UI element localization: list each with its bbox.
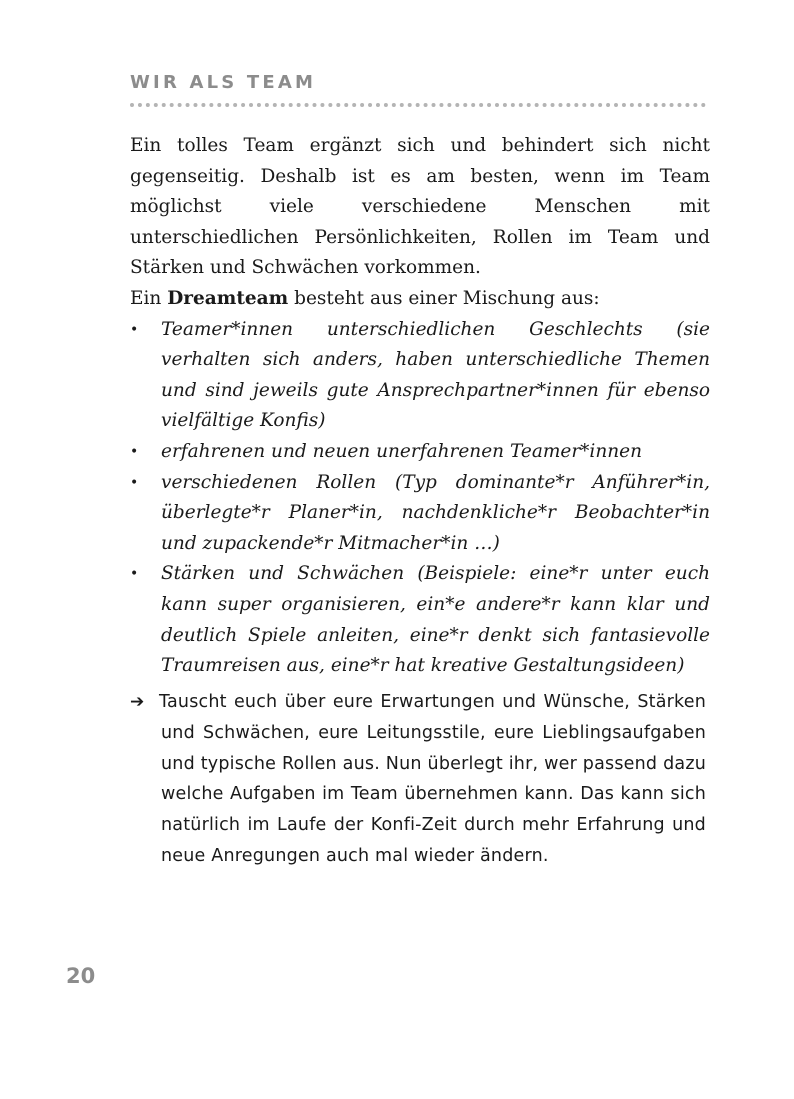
list-item-text: Teamer*innen unterschiedlichen Geschlechts (sie verhalten sich anders, haben unterschiedliche Themen und sind jeweils gute Ansprechpartner*innen für ebenso vielfältige Konfis)	[161, 318, 710, 432]
bullet-icon: •	[130, 566, 139, 583]
dreamteam-list	[130, 315, 710, 682]
intro-paragraph: Ein tolles Team ergänzt sich und behindert sich nicht gegenseitig. Deshalb ist es am besten, wenn im Team möglichst viele verschiedene Menschen mit unterschiedlichen Persönlichkeiten, Rollen im Team und Stärken und Schwächen vorkommen.	[130, 135, 710, 279]
list-item-text: erfahrenen und neuen unerfahrenen Teamer*innen	[161, 440, 643, 462]
main-text	[130, 131, 710, 682]
section-title: WIR ALS TEAM	[130, 72, 317, 93]
dreamteam-term: Dreamteam	[167, 287, 289, 309]
dreamteam-suffix: besteht aus einer Mischung aus:	[288, 287, 600, 309]
dreamteam-intro	[130, 284, 710, 315]
list-item	[130, 315, 710, 437]
tip-text: Tauscht euch über eure Erwartungen und Wünsche, Stärken und Schwächen, eure Leitungsstile, eure Lieblingsaufgaben und typische Rollen aus. Nun überlegt ihr, wer passend dazu welche Aufgaben im Team übernehmen kann. Das kann sich natürlich im Laufe der Konfi-Zeit durch mehr Erfahrung und neue Anregungen auch mal wieder ändern.	[159, 692, 706, 866]
dreamteam-prefix: Ein	[130, 287, 168, 309]
bullet-icon: •	[130, 321, 139, 338]
list-item-text: verschiedenen Rollen (Typ dominante*r Anführer*in, überlegte*r Planer*in, nachdenkliche*r Beobachter*in und zupackende*r Mitmacher*in …)	[161, 471, 710, 554]
page-number: 20	[66, 964, 96, 988]
bullet-icon: •	[130, 474, 139, 491]
tip-block	[130, 687, 706, 872]
list-item	[130, 437, 710, 468]
dotted-divider	[130, 103, 706, 107]
bullet-icon: •	[130, 443, 139, 460]
list-item-text: Stärken und Schwächen (Beispiele: eine*r unter euch kann super organisieren, ein*e andere*r kann klar und deutlich Spiele anleiten, eine*r denkt sich fantasievolle Traumreisen aus, eine*r hat kreative Gestaltungsideen)	[161, 563, 710, 677]
right-arrow-icon: ➔	[130, 692, 145, 712]
list-item	[130, 468, 710, 560]
list-item	[130, 559, 710, 681]
